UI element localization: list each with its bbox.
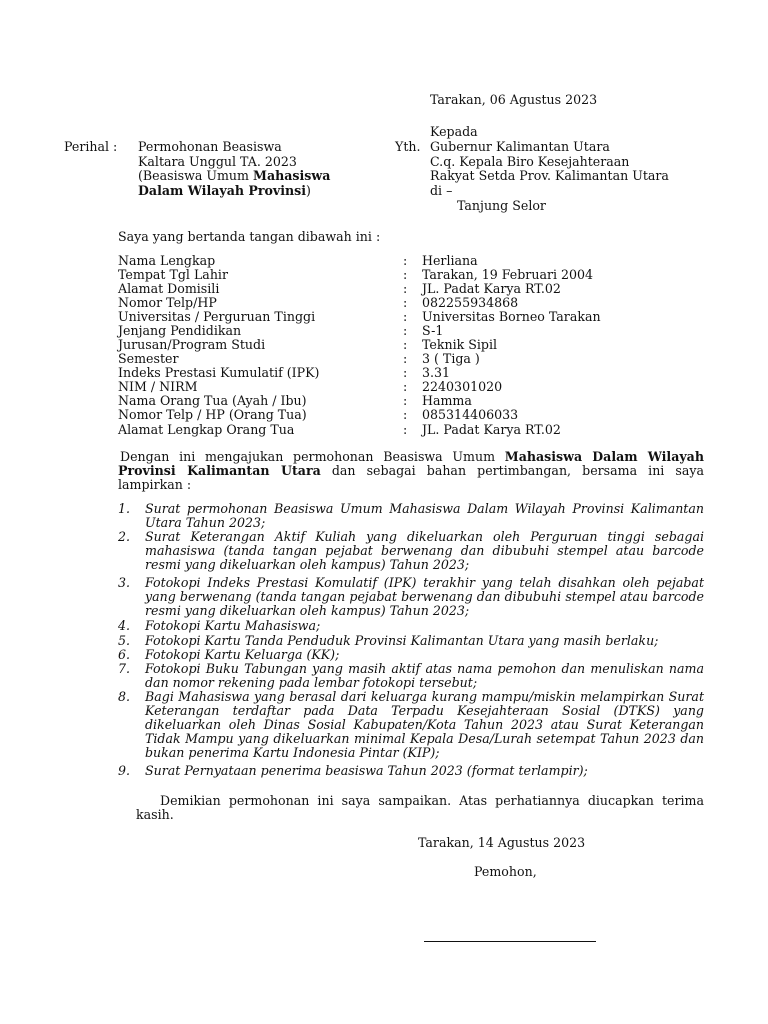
field-colon: : <box>403 407 408 422</box>
field-label: NIM / NIRM <box>118 379 198 394</box>
perihal-line-2: Kaltara Unggul TA. 2023 <box>138 154 297 169</box>
field-colon: : <box>403 337 408 352</box>
field-colon: : <box>403 309 408 324</box>
body-bold-text: Mahasiswa Dalam Wilayah Provinsi Kalimantan Utara <box>118 449 704 478</box>
list-item-text: Fotokopi Kartu Keluarga (KK); <box>145 647 340 662</box>
body-text-suffix: dan sebagai bahan pertimbangan, bersama ini saya lampirkan : <box>118 463 704 492</box>
list-item-number: 5. <box>118 633 131 648</box>
list-item-text: Bagi Mahasiswa yang berasal dari keluarga kurang mampu/miskin melampirkan Surat Keterangan terdaftar pada Data Terpadu Kesejahteraan Sosial (DTKS) yang dikeluarkan oleh Dinas Sosial Kabupaten/Kota Tahun 2023 atau Surat Keterangan Tidak Mampu yang dikeluarkan minimal Kepala Desa/Lurah setempat Tahun 2023 dan bukan penerima Kartu Indonesia Pintar (KIP); <box>145 689 704 760</box>
field-label: Indeks Prestasi Kumulatif (IPK) <box>118 365 320 380</box>
field-label: Nama Orang Tua (Ayah / Ibu) <box>118 393 307 408</box>
list-item-number: 1. <box>118 501 131 516</box>
list-item <box>118 619 704 633</box>
body-text: Dengan ini mengajukan permohonan Beasiswa Umum <box>120 449 505 464</box>
signature-date: Tarakan, 14 Agustus 2023 <box>418 835 586 850</box>
body-paragraph <box>118 450 704 492</box>
list-item-number: 4. <box>118 618 131 633</box>
perihal-line-4 <box>138 184 311 198</box>
field-colon: : <box>403 267 408 282</box>
recipient-line-2: C.q. Kepala Biro Kesejahteraan <box>430 154 630 169</box>
list-item <box>118 648 704 662</box>
field-value: 082255934868 <box>422 295 519 310</box>
list-item <box>118 634 704 648</box>
field-value: 2240301020 <box>422 379 503 394</box>
list-item <box>118 764 704 778</box>
list-item <box>118 662 704 690</box>
field-colon: : <box>403 351 408 366</box>
field-label: Tempat Tgl Lahir <box>118 267 228 282</box>
list-item-text: Surat permohonan Beasiswa Umum Mahasiswa Dalam Wilayah Provinsi Kalimantan Utara Tahun 2023; <box>145 501 704 530</box>
field-value: S-1 <box>422 323 444 338</box>
list-item-number: 3. <box>118 575 131 590</box>
list-item-text: Fotokopi Buku Tabungan yang masih aktif atas nama pemohon dan menuliskan nama dan nomor rekening pada lembar fotokopi tersebut; <box>145 661 704 690</box>
yth-label: Yth. <box>395 139 421 154</box>
field-colon: : <box>403 393 408 408</box>
field-label: Nama Lengkap <box>118 253 216 268</box>
field-value: Herliana <box>422 253 478 268</box>
signature-line <box>424 941 596 942</box>
closing-paragraph: Demikian permohonan ini saya sampaikan. Atas perhatiannya diucapkan terima kasih. <box>136 793 704 822</box>
field-label: Alamat Lengkap Orang Tua <box>118 422 295 437</box>
list-item-text: Fotokopi Kartu Tanda Penduduk Provinsi Kalimantan Utara yang masih berlaku; <box>145 633 659 648</box>
field-colon: : <box>403 253 408 268</box>
field-value: 3.31 <box>422 365 451 380</box>
list-item-number: 8. <box>118 689 131 704</box>
field-colon: : <box>403 323 408 338</box>
recipient-line-1: Gubernur Kalimantan Utara <box>430 139 610 154</box>
perihal-label: Perihal : <box>64 139 118 154</box>
field-label: Jurusan/Program Studi <box>118 337 266 352</box>
list-item <box>118 576 704 618</box>
field-value: Tarakan, 19 Februari 2004 <box>422 267 594 282</box>
field-label: Alamat Domisili <box>118 281 220 296</box>
field-colon: : <box>403 365 408 380</box>
perihal-line-3-text: (Beasiswa Umum <box>138 168 253 183</box>
field-value: Universitas Borneo Tarakan <box>422 309 601 324</box>
list-item-text: Surat Keterangan Aktif Kuliah yang dikeluarkan oleh Perguruan tinggi sebagai mahasiswa (tanda tangan pejabat berwenang dan dibubuhi stempel atau barcode resmi yang dikeluarkan oleh kampus) Tahun 2023; <box>145 529 704 572</box>
field-colon: : <box>403 379 408 394</box>
letter-date: Tarakan, 06 Agustus 2023 <box>430 92 598 107</box>
list-item-text: Fotokopi Indeks Prestasi Komulatif (IPK) terakhir yang telah disahkan oleh pejabat yang berwenang (tanda tangan pejabat berwenang dan dibubuhi stempel atau barcode resmi yang dikeluarkan oleh kampus) Tahun 2023; <box>145 575 704 618</box>
list-item-number: 7. <box>118 661 131 676</box>
kepada-label: Kepada <box>430 124 478 139</box>
perihal-line-4-suffix: ) <box>306 183 311 198</box>
field-label: Universitas / Perguruan Tinggi <box>118 309 316 324</box>
list-item-text: Fotokopi Kartu Mahasiswa; <box>145 618 321 633</box>
field-value: JL. Padat Karya RT.02 <box>422 281 561 296</box>
recipient-city: Tanjung Selor <box>457 198 546 213</box>
list-item <box>118 502 704 530</box>
field-label: Nomor Telp/HP <box>118 295 217 310</box>
signature-role: Pemohon, <box>474 864 537 879</box>
perihal-line-3 <box>138 169 330 183</box>
field-value: Hamma <box>422 393 472 408</box>
field-colon: : <box>403 422 408 437</box>
recipient-line-4: di – <box>430 183 453 198</box>
perihal-line-1: Permohonan Beasiswa <box>138 139 282 154</box>
field-value: 085314406033 <box>422 407 519 422</box>
intro-text: Saya yang bertanda tangan dibawah ini : <box>118 229 381 244</box>
list-item-number: 2. <box>118 529 131 544</box>
field-value: JL. Padat Karya RT.02 <box>422 422 561 437</box>
perihal-line-4-bold: Dalam Wilayah Provinsi <box>138 183 307 198</box>
field-colon: : <box>403 281 408 296</box>
list-item-number: 9. <box>118 763 131 778</box>
recipient-line-3: Rakyat Setda Prov. Kalimantan Utara <box>430 168 669 183</box>
field-value: Teknik Sipil <box>422 337 498 352</box>
list-item <box>118 530 704 572</box>
field-colon: : <box>403 295 408 310</box>
list-item-number: 6. <box>118 647 131 662</box>
field-value: 3 ( Tiga ) <box>422 351 480 366</box>
field-label: Jenjang Pendidikan <box>118 323 242 338</box>
perihal-line-3-bold: Mahasiswa <box>253 168 331 183</box>
field-label: Semester <box>118 351 179 366</box>
field-label: Nomor Telp / HP (Orang Tua) <box>118 407 307 422</box>
list-item <box>118 690 704 760</box>
list-item-text: Surat Pernyataan penerima beasiswa Tahun 2023 (format terlampir); <box>145 763 588 778</box>
